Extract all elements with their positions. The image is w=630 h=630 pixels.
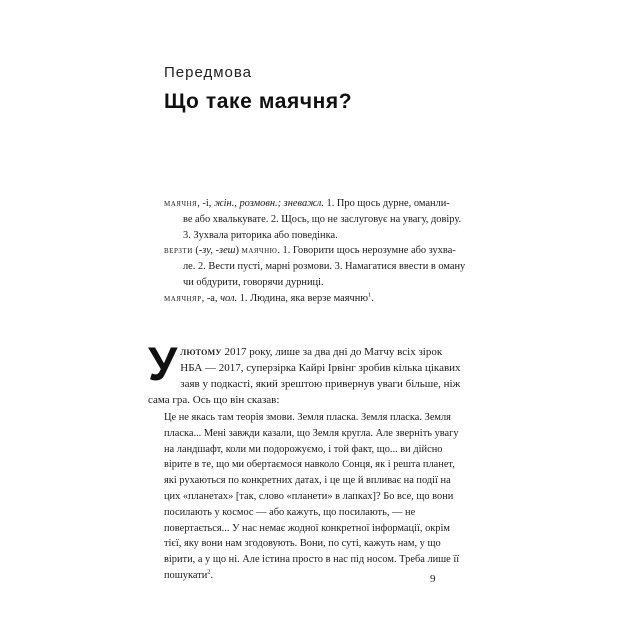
headword: маячня bbox=[164, 198, 198, 209]
grammar-note: , -а, bbox=[201, 292, 221, 304]
dictionary-entry-mayachniar bbox=[164, 291, 484, 307]
definition-line: чи обдурити, говорячи дурниці. bbox=[183, 276, 324, 288]
footnote-marker: 1 bbox=[368, 291, 372, 299]
section-label: Передмова bbox=[164, 64, 253, 81]
drop-cap: У bbox=[148, 337, 178, 390]
lead-word: лютому bbox=[180, 346, 222, 358]
headword: верзти bbox=[164, 245, 193, 257]
grammar-note: ( bbox=[192, 245, 199, 257]
grammar-note: , -і, bbox=[197, 198, 214, 209]
dictionary-entry-verzty bbox=[164, 243, 484, 259]
grammar-note-italic: жін., розмовн.; зневажл. bbox=[213, 198, 324, 209]
quote-block bbox=[164, 410, 464, 584]
definition-text: 1. Про щось дурне, оманли- bbox=[323, 198, 450, 209]
quote-end: . bbox=[210, 569, 214, 581]
grammar-note-italic: чол. bbox=[220, 292, 238, 304]
definition-end: . bbox=[371, 292, 374, 304]
definition-line: ве або хвалькувате. 2. Щось, що не заслуговує на увагу, довіру. bbox=[183, 213, 462, 225]
chapter-title: Що таке маячня? bbox=[164, 90, 353, 113]
headword-object: маячню bbox=[241, 245, 278, 257]
footnote-marker: 2 bbox=[207, 568, 211, 576]
dictionary-entry-mayachnia bbox=[164, 196, 484, 212]
grammar-note-italic: -зу, -зеш bbox=[198, 245, 236, 257]
quote-body: Це не якась там теорія змови. Земля пласка. Земля пласка. Земля пласка... Мені завжди казали, що Земля кругла. Але зверніть увагу на ландшафт, коли ми подорожуємо, і той факт, що... ви дійсно вірите в те, що ми обертаємося навколо Сонця, як і решта планет, які рухаються по конкретних датах, і це ще й впливає на події на цих «планетах» [так, слово «планети» в лапках]? Бо все, що вони посилають у космос — або кажуть, що посилають, — не повертається... У нас немає жодної конкретної інформації, окрім тієї, яку вони нам згодовують. Вони, по суті, кажуть нам, у що вірити, а у що ні. Але істина просто в нас під носом. Треба лише її пошукати bbox=[164, 412, 460, 581]
definition-line: 3. Зухвала риторика або поведінка. bbox=[183, 229, 338, 241]
definition-line: ле. 2. Вести пусті, марні розмови. 3. Намагатися ввести в оману bbox=[183, 261, 466, 273]
intro-text: 2017 року, лише за два дні до Матчу всіх зірок НБА — 2017, суперзірка Кайрі Ірвінг зробив кілька цікавих заяв у подкасті, який зрештою привернув уваги більше, ніж сама гра. Ось що він сказав: bbox=[148, 346, 461, 406]
grammar-note: ) bbox=[235, 245, 242, 257]
quote-text bbox=[164, 410, 464, 584]
headword: маячняр bbox=[164, 292, 202, 304]
intro-paragraph bbox=[148, 337, 464, 408]
definition-text: . 1. Говорити щось нерозумне або зухва- bbox=[277, 245, 456, 257]
definition-text: 1. Людина, яка верзе маячню bbox=[237, 292, 369, 304]
dictionary-definitions bbox=[164, 196, 484, 307]
page-number: 9 bbox=[430, 573, 436, 585]
